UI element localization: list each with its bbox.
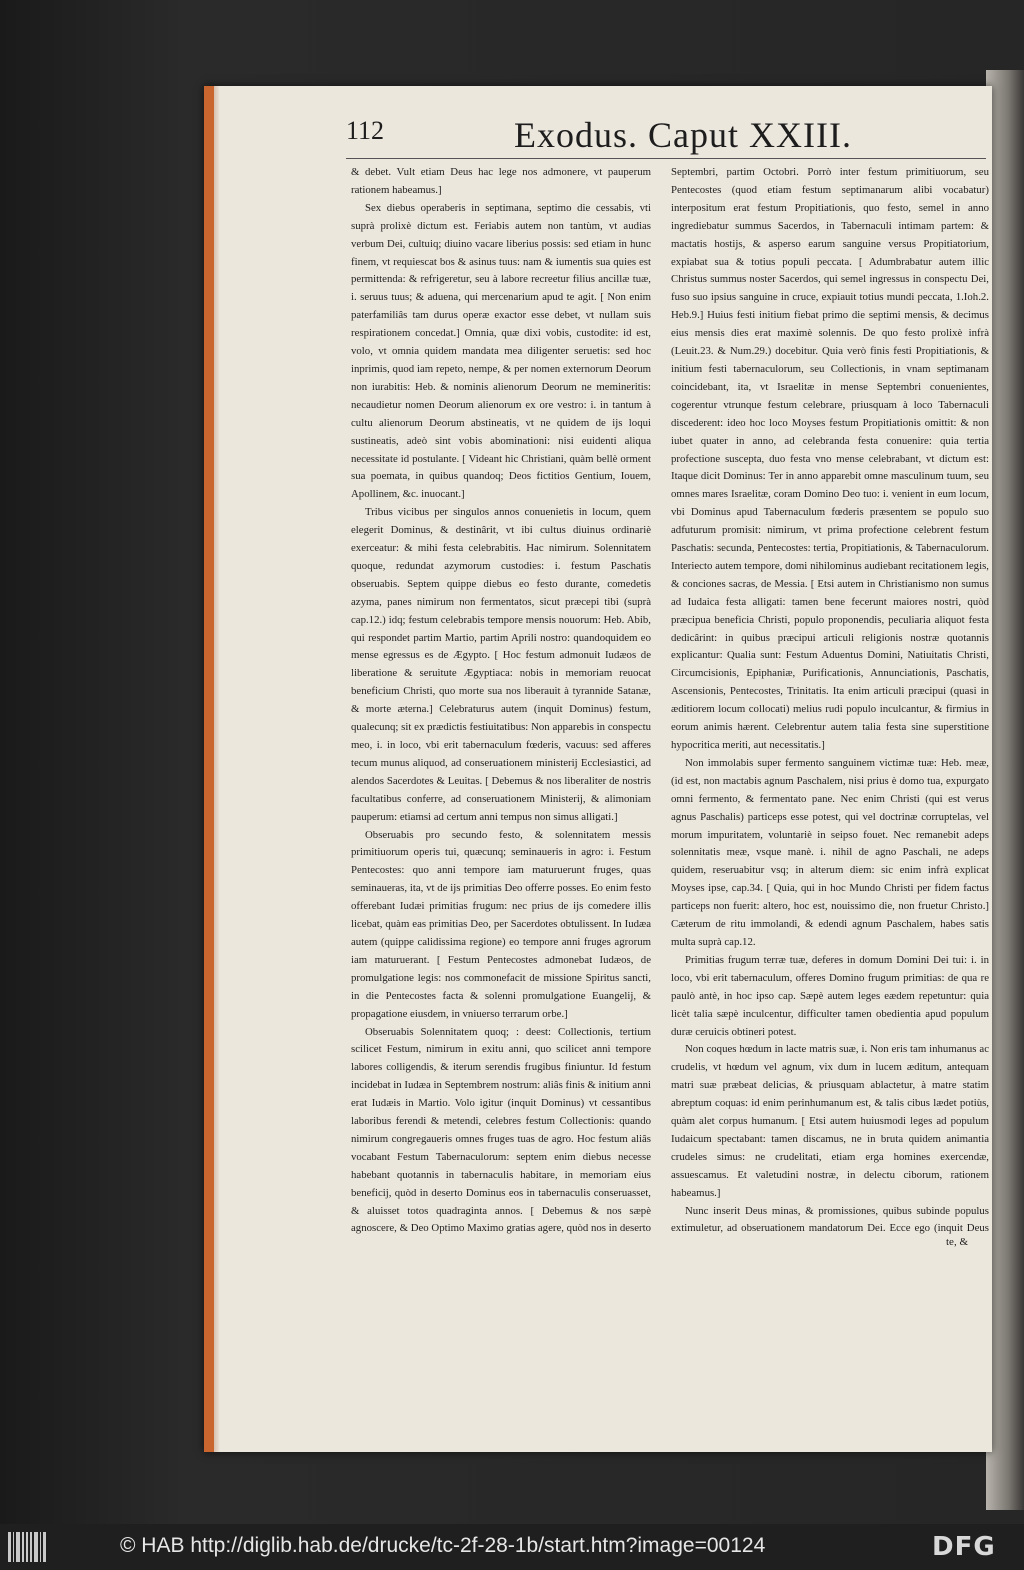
header-rule xyxy=(346,158,986,159)
library-barcode-icon xyxy=(8,1532,46,1562)
text-column-right xyxy=(671,164,989,1234)
paragraph: Primitias frugum terræ tuæ, deferes in domum Domini Dei tui: i. in loco, vbi erit tabernaculum, offeres Domino frugum primitias: de qua re paulò antè, in hoc ipso cap. Sæpè autem leges eædem repetuntur: quia licèt talia sæpè inculcentur, difficulter tamen obedientia apud populum duræ ceruicis obtineri potest. xyxy=(671,953,989,1038)
viewer-footer xyxy=(0,1524,1024,1570)
book-page xyxy=(204,86,992,1452)
catchword: te, & xyxy=(946,1236,968,1248)
page-number: 112 xyxy=(346,116,385,145)
paragraph: Obseruabis pro secundo festo, & solennitatem messis primitiuorum operis tui, quæcunq; seminaueris in agro: i. Festum Pentecostes: quo anni tempore iam maturuerunt fruges, quas seminaueras, ita, vt de ijs primitias Deo offerre posses. Eo enim festo offerebant Iudæi primitias frugum: nec prius de ijs comedere illis licebat, quàm eas primitias Deo, per Sacerdotes obtulissent. In Iudæa autem (quippe calidissima regione) eo tempore anni fruges agrorum iam maturuerant. [ Festum Pentecostes admonebat Iudæos, de promulgatione legis: nos commonefacit de missione Spiritus sancti, in die Pentecostes facta & solenni promulgatione Euangelij, & propagatione eiusdem, in vniuerso terrarum orbe.] xyxy=(351,828,651,1020)
paragraph: Obseruabis Solennitatem quoq; : deest: Collectionis, tertium scilicet Festum, nimirum in exitu anni, quo scilicet anni tempore labores colligendis, & iterum serendis frugibus finiuntur. Id festum incidebat in Iudæa in Septembrem nostrum: aliâs finis & initium anni erat Iudæis in Martio. Volo igitur (inquit Dominus) vt cessantibus laboribus ferendi & metendi, celebres festum Collectionis: quando nimirum congregaueris omnes fruges tuas de agro. Hoc festum aliâs vocabant Festum Tabernaculorum: septem enim diebus necesse habebant quotannis in tabernaculis habitare, in memoriam eius beneficij, quòd in deserto Dominus eos in tabernaculis conseruasset, & aluisset totos quadraginta annos. [ Debemus & nos sæpè agnoscere, & Deo Optimo Maximo gratias agere, quòd nos in deserto xyxy=(351,1025,651,1234)
page-gutter-edge xyxy=(214,86,220,1452)
paragraph: Nunc inserit Deus minas, & promissiones, quibus subinde populus extimuletur, ad obseruationem mandatorum Dei. Ecce ego (inquit Deus xyxy=(671,1204,989,1234)
paragraph: Non immolabis super fermento sanguinem victimæ tuæ: Heb. meæ, (id est, non mactabis agnum Paschalem, nisi prius è domo tua, expurgato omni fermento, & fermentato pane. Nec enim Christi (qui est verus agnus Paschalis) particeps esse potest, qui vel doctrinæ corruptelas, vel morum impuritatem, voluntariè in seipso fouet. Nec remanebit adeps solennitatis meæ, vsque manè. i. nihil de agno Paschali, ne adeps quidem, reseruabitur vsq; in alterum diem: sic enim infrà explicat Moyses ipse, cap.34. [ Quia, qui in hoc Mundo Christi per fidem factus particeps non fuerit: altero, hoc est, nouissimo die, non fruetur Christo.] Cæterum de ritu immolandi, & edendi agnum Paschalem, habes satis multa suprà cap.12. xyxy=(671,756,989,948)
dfg-logo: DFG xyxy=(932,1532,996,1562)
paragraph: & debet. Vult etiam Deus hac lege nos admonere, vt pauperum rationem habeamus.] xyxy=(351,166,651,196)
text-column-left xyxy=(351,164,651,1234)
paragraph: Non coques hœdum in lacte matris suæ, i. Non eris tam inhumanus ac crudelis, vt hœdum vel agnum, vix dum in lucem æditum, antequam matri suæ præbeat delicias, & priusquam ablactetur, à matre statim abreptum coquas: id enim perinhumanum est, & talis cibus lædet potiùs, quàm alet corpus humanum. [ Etsi autem huiusmodi leges ad populum Iudaicum spectabant: tamen discamus, ne in bruta quidem animantia crudeles simus: ne crudelitati, etiam erga homines exercendæ, assuescamus. Et valetudini nostræ, in delectu ciborum, rationem habeamus.] xyxy=(671,1043,989,1199)
paragraph: Septembri, partim Octobri. Porrò inter festum primitiuorum, seu Pentecostes (quod etiam festum septimanarum alibi vocabatur) interpositum erat festum Propitiationis, quo festo, semel in anno ingrediebatur summus Sacerdos, in Tabernaculi intimam partem: & mactatis hostijs, & asperso earum sanguine versus Propitiatorium, expiabat sua & totius populi peccata. [ Adumbrabatur autem illic Christus summus noster Sacerdos, qui semel ingressus in conspectu Dei, fuso suo ipsius sanguine in cruce, expiauit totius mundi peccata, 1.Ioh.2. Heb.9.] Huius festi initium fiebat primo die septimi mensis, & decimus eius mensis dies erat maximè solennis. De quo festo prolixè infrà (Leuit.23. & Num.29.) docebitur. Quia verò finis festi Propitiationis, & initium festi tabernaculorum, seu Collectionis, in vnam septimanam coincidebant, ita, vt Israelitæ in mense Septembri conuenientes, cogerentur vtrunque festum celebrare, priusquam à loco Tabernaculi discederent: ideo hoc loco Moyses festum Propitiationis omittit: & non iubet quater in anno, ad celebranda festa conuenire: quia tertia profectione suscepta, duo festa vno mense celebrabant, vt dictum est: Itaque dicit Dominus: Ter in anno apparebit omne masculinum tuum, seu omnes mares Israelitæ, coram Domino Deo tuo: i. venient in eum locum, vbi Dominus apud Tabernaculum fœderis præsentem se populo suo adfuturum promisit: nimirum, vt prima profectione celebrent festum Paschatis: secunda, Pentecostes: tertia, Propitiationis, & Tabernaculorum. Interiecto autem tempore, domi nihilominus audiebant recitationem legis, & conciones sacras, de Messia. [ Etsi autem in Christianismo non sumus ad Iudaica festa alligati: tamen bene fecerunt maiores nostri, quòd præcipua beneficia Christi, populo proponendis, peculiaria aliquot festa dedicârint: in quibus præcipui articuli religionis nostræ quotannis explicantur: Qualia sunt: Festum Aduentus Domini, Natiuitatis Christi, Circumcisionis, Epiphaniæ, Purificationis, Annunciationis, Paschatis, Ascensionis, Pentecostes, Trinitatis. Ita enim articuli præcipui (quasi in æditiorem locum collocati) melius rudi populo inculcantur, & firmius in eorum animis hærent. Celebrentur autem talia festa sine superstitione hypocritica meriti, aut necessitatis.] xyxy=(671,166,989,751)
running-title: Exodus. Caput XXIII. xyxy=(514,115,852,155)
paragraph: Tribus vicibus per singulos annos conuenietis in locum, quem elegerit Dominus, & destinârit, vt ibi cultus diuinus ordinariè exerceatur: & mihi festa celebrabitis. Hac nimirum. Solennitatem quoque, redundat azymorum custodies: i. festum Paschatis obseruabis. Septem quippe diebus eo festo durante, comedetis azyma, panes nimirum non fermentatos, sicut præcepi tibi (suprà cap.12.) idq; festum celebrabis tempore mensis nouorum: Heb. Abib, qui respondet partim Martio, partim Aprili nostro: quandoquidem eo mense egressus es de Ægypto. [ Hoc festum admonuit Iudæos de liberatione & seruitute Ægyptiaca: nobis in memoriam reuocat beneficium Christi, quo morte sua nos liberauit à tyrannide Satanæ, & morte æterna.] Celebraturus autem (inquit Dominus) festum, qualecunq; sit ex prædictis festiuitatibus: Non apparebis in conspectu meo, i. in loco, vbi erit tabernaculum fœderis, vacuus: sed afferes tecum munus aliquod, ad conseruationem ministerij Ecclesiastici, ad alendos Sacerdotes & Leuitas. [ Debemus & nos liberaliter de nostris facultatibus conferre, ad conseruationem Ministerij, & alimoniam pauperum: etiamsi ad certum anni tempus non simus alligati.] xyxy=(351,506,651,823)
source-url-link[interactable]: © HAB http://diglib.hab.de/drucke/tc-2f-28-1b/start.htm?image=00124 xyxy=(120,1534,766,1557)
paragraph: Sex diebus operaberis in septimana, septimo die cessabis, vti suprà prolixè dictum est. Feriabis autem non tantùm, vt audias verbum Dei, cultuiq; diuino vacare liberius possis: sed etiam in hunc finem, vt requiescat bos & asinus tuus: nam & iumentis sua quies est permittenda: & refrigeretur, seu à labore recreetur filius ancillæ tuæ, i. seruus tuus; & aduena, qui mercenarium apud te agit. [ Non enim paterfamiliâs tam durus operæ exactor esse debet, vt nullam suis respirationem concedat.] Omnia, quæ dixi vobis, custodite: id est, volo, vt omnia quidem mandata mea diligenter seruetis: sed hoc inprimis, quod iam repeto, nempe, & per nomen externorum Deorum non iurabitis: Heb. & nominis alienorum Deorum ne memineritis: necaudietur nomen Deorum alienorum ex ore vestro: i. in tantum à cultu alienorum Deorum abstineatis, vt ne quidem de ijs loqui sustineatis, adeò sint vobis abominationi: nisi euidenti aliqua necessitate id postulante. [ Videant hic Christiani, quàm bellè orment sua poemata, in quibus quandoq; Deos fictitios Gentium, Iouem, Apollinem, &c. inuocant.] xyxy=(351,201,651,501)
